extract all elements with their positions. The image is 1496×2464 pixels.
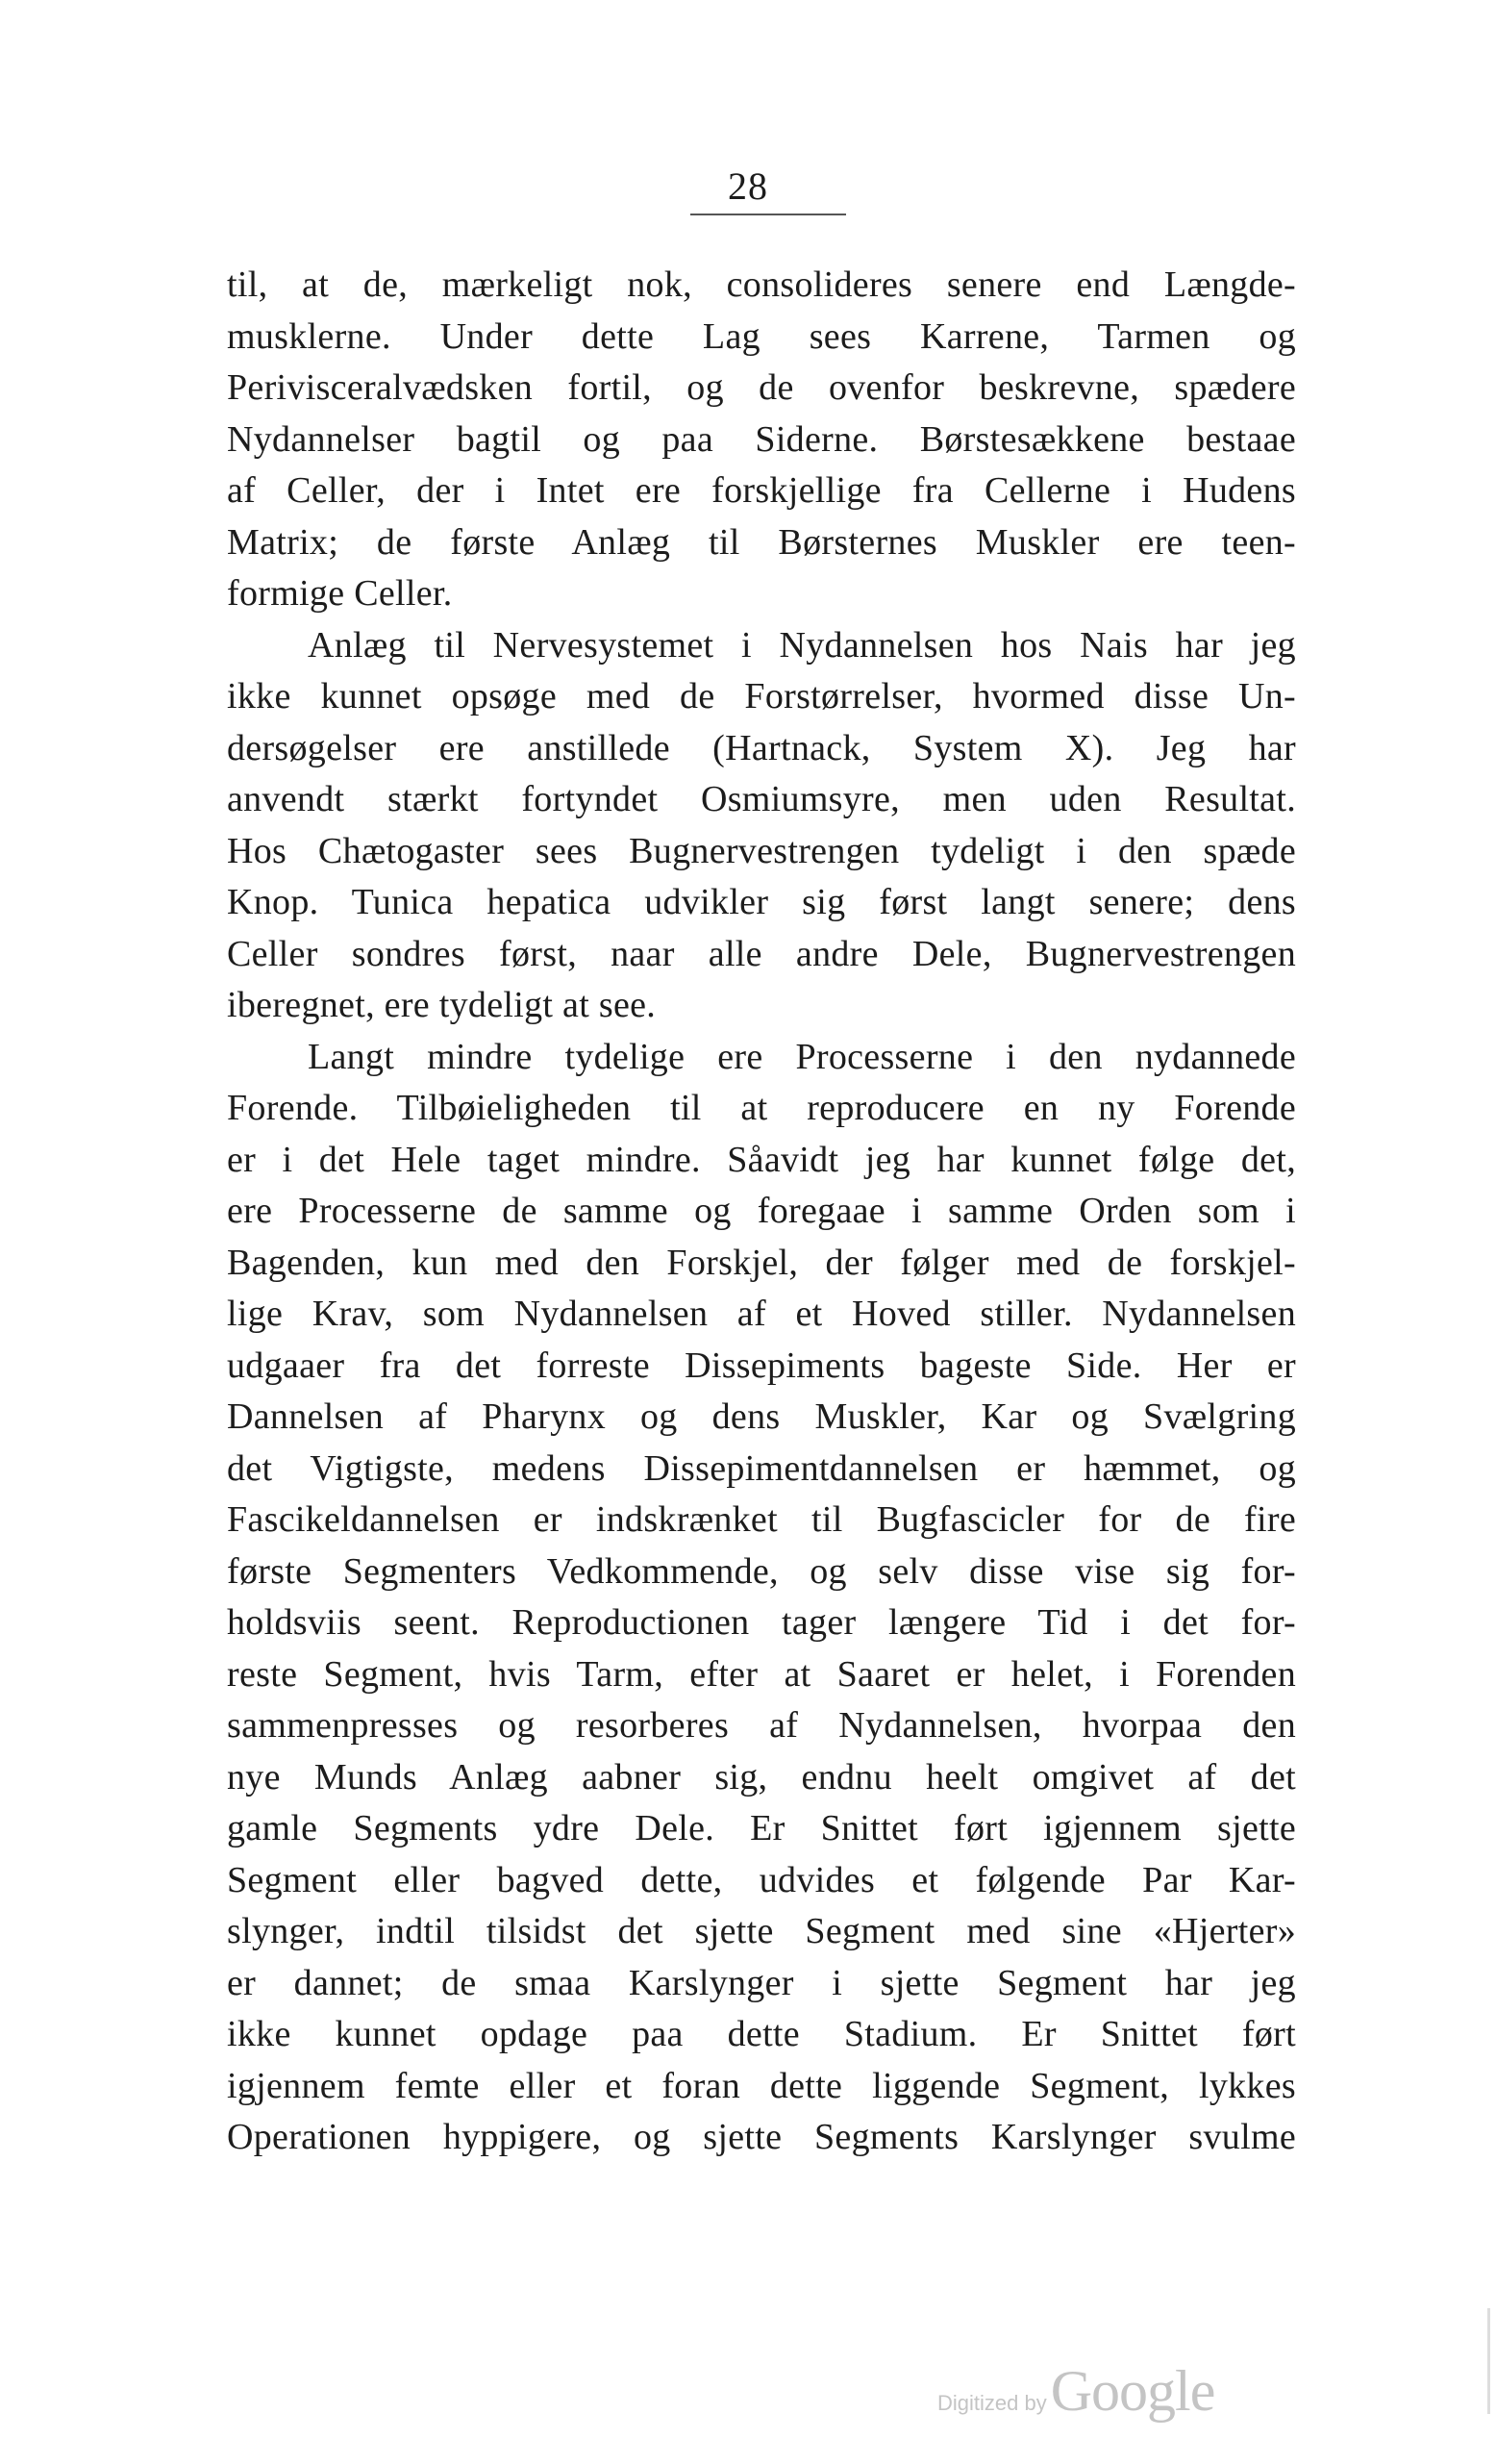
text-line: ikke kunnet opdage paa dette Stadium. Er Snittet ført xyxy=(227,2014,1296,2054)
text-line: igjennem femte eller et foran dette liggende Segment, lykkes xyxy=(227,2065,1296,2106)
watermark-prefix: Digitized by xyxy=(937,2391,1047,2415)
text-line: ere Processerne de samme og foregaae i samme Orden som i xyxy=(227,1191,1296,1231)
text-line: Operationen hyppigere, og sjette Segments Karslynger svulme xyxy=(227,2117,1296,2157)
text-line: af Celler, der i Intet ere forskjellige fra Cellerne i Hudens xyxy=(227,470,1296,511)
text-line: er dannet; de smaa Karslynger i sjette Segment har jeg xyxy=(227,1962,1296,2003)
text-line: reste Segment, hvis Tarm, efter at Saaret er helet, i Forenden xyxy=(227,1653,1296,1695)
text-line: Forende. Tilbøieligheden til at reproducere en ny Forende xyxy=(227,1088,1296,1128)
text-line: Hos Chætogaster sees Bugnervestrengen tydeligt i den spæde xyxy=(227,830,1296,871)
text-line: er i det Hele taget mindre. Såavidt jeg har kunnet følge det, xyxy=(227,1139,1296,1180)
text-line: Knop. Tunica hepatica udvikler sig først langt senere; dens xyxy=(227,882,1296,922)
text-line: Bagenden, kun med den Forskjel, der følger med de forskjel- xyxy=(227,1242,1296,1283)
page-number: 28 xyxy=(728,164,768,208)
text-line: nye Munds Anlæg aabner sig, endnu heelt omgivet af det xyxy=(227,1756,1296,1798)
text-line: sammenpresses og resorberes af Nydannelsen, hvorpaa den xyxy=(227,1705,1296,1746)
text-line: gamle Segments ydre Dele. Er Snittet ført igjennem sjette xyxy=(227,1808,1296,1848)
text-line: til, at de, mærkeligt nok, consolideres senere end Længde- xyxy=(227,264,1296,305)
text-line: Perivisceralvædsken fortil, og de ovenfor beskrevne, spædere xyxy=(227,367,1296,408)
watermark-brand: Google xyxy=(1050,2359,1215,2423)
text-line: iberegnet, ere tydeligt at see. xyxy=(227,985,657,1025)
text-line: ikke kunnet opsøge med de Forstørrelser, hvormed disse Un- xyxy=(227,676,1296,717)
text-line: anvendt stærkt fortyndet Osmiumsyre, men uden Resultat. xyxy=(227,779,1296,819)
text-line: Nydannelser bagtil og paa Siderne. Børstesækkene bestaae xyxy=(227,418,1296,460)
body-text xyxy=(227,260,1296,2164)
text-line: Matrix; de første Anlæg til Børsternes Muskler ere teen- xyxy=(227,521,1296,563)
text-line: Anlæg til Nervesystemet i Nydannelsen hos Nais har jeg xyxy=(308,624,1296,666)
digitized-by-google-watermark xyxy=(937,2358,1255,2426)
text-line: Segment eller bagved dette, udvides et følgende Par Kar- xyxy=(227,1859,1296,1900)
text-line: slynger, indtil tilsidst det sjette Segment med sine «Hjerter» xyxy=(227,1911,1296,1951)
text-line: Fascikeldannelsen er indskrænket til Bugfascicler for de fire xyxy=(227,1499,1296,1540)
text-line: holdsviis seent. Reproductionen tager længere Tid i det for- xyxy=(227,1602,1296,1643)
page-number-rule xyxy=(690,214,846,215)
text-line: Celler sondres først, naar alle andre Dele, Bugnervestrengen xyxy=(227,933,1296,974)
scan-edge-mark xyxy=(1487,2308,1490,2414)
text-line: dersøgelser ere anstillede (Hartnack, System X). Jeg har xyxy=(227,727,1296,768)
text-line: det Vigtigste, medens Dissepimentdannelsen er hæmmet, og xyxy=(227,1447,1296,1489)
text-line: Langt mindre tydelige ere Processerne i den nydannede xyxy=(308,1036,1296,1077)
text-line: udgaaer fra det forreste Dissepiments bageste Side. Her er xyxy=(227,1345,1296,1386)
text-line: Dannelsen af Pharynx og dens Muskler, Kar og Svælgring xyxy=(227,1396,1296,1437)
text-line: musklerne. Under dette Lag sees Karrene, Tarmen og xyxy=(227,315,1296,357)
text-line: lige Krav, som Nydannelsen af et Hoved stiller. Nydannelsen xyxy=(227,1294,1296,1334)
text-line: formige Celler. xyxy=(227,573,453,614)
text-line: første Segmenters Vedkommende, og selv disse vise sig for- xyxy=(227,1550,1296,1592)
